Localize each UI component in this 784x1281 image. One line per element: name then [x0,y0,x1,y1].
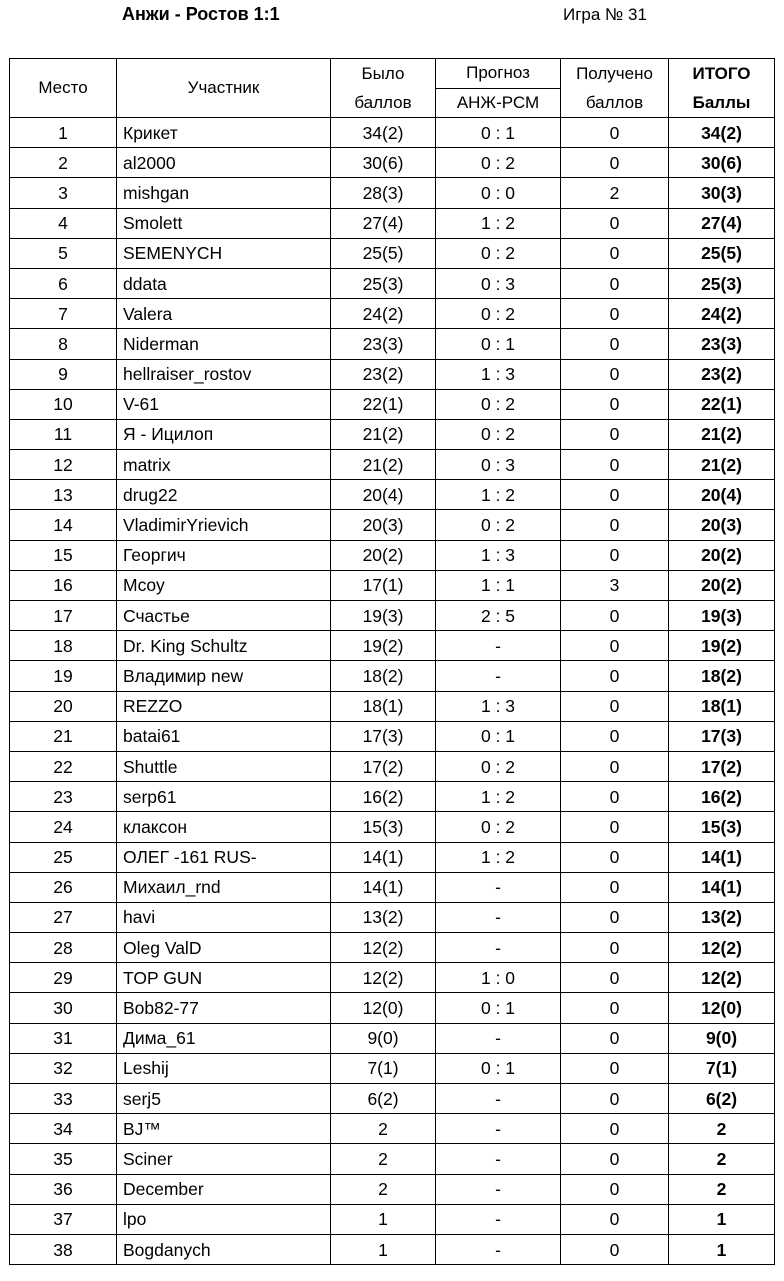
got-points-cell: 0 [561,631,669,661]
place-cell: 27 [10,902,117,932]
table-row [10,1204,775,1234]
total-points-cell: 6(2) [669,1084,775,1114]
participant-cell: drug22 [117,480,331,510]
was-points-cell: 34(2) [331,118,436,148]
forecast-cell: 0 : 1 [436,118,561,148]
place-cell: 14 [10,510,117,540]
place-cell: 12 [10,450,117,480]
place-cell: 2 [10,148,117,178]
participant-cell: TOP GUN [117,963,331,993]
participant-cell: SEMENYCH [117,238,331,268]
total-points-cell: 16(2) [669,782,775,812]
table-row [10,178,775,208]
forecast-cell: 0 : 3 [436,450,561,480]
header-total: ИТОГО [669,59,775,89]
table-row [10,570,775,600]
forecast-cell: 2 : 5 [436,601,561,631]
got-points-cell: 0 [561,661,669,691]
participant-cell: Михаил_rnd [117,872,331,902]
was-points-cell: 20(2) [331,540,436,570]
table-row [10,661,775,691]
total-points-cell: 20(4) [669,480,775,510]
was-points-cell: 22(1) [331,389,436,419]
table-row [10,842,775,872]
was-points-cell: 13(2) [331,902,436,932]
was-points-cell: 19(3) [331,601,436,631]
total-points-cell: 25(3) [669,268,775,298]
place-cell: 18 [10,631,117,661]
place-cell: 36 [10,1174,117,1204]
forecast-cell: 0 : 3 [436,268,561,298]
place-cell: 6 [10,268,117,298]
place-cell: 16 [10,570,117,600]
was-points-cell: 21(2) [331,419,436,449]
total-points-cell: 20(3) [669,510,775,540]
was-points-cell: 2 [331,1144,436,1174]
total-points-cell: 18(1) [669,691,775,721]
was-points-cell: 18(2) [331,661,436,691]
table-row [10,510,775,540]
forecast-cell: 0 : 2 [436,812,561,842]
table-row [10,812,775,842]
total-points-cell: 14(1) [669,872,775,902]
participant-cell: Oleg ValD [117,933,331,963]
was-points-cell: 24(2) [331,299,436,329]
table-row [10,721,775,751]
table-row [10,238,775,268]
place-cell: 26 [10,872,117,902]
total-points-cell: 30(6) [669,148,775,178]
header-got: Получено [561,59,669,89]
forecast-cell: 1 : 2 [436,842,561,872]
participant-cell: havi [117,902,331,932]
was-points-cell: 21(2) [331,450,436,480]
table-row [10,480,775,510]
got-points-cell: 0 [561,1204,669,1234]
total-points-cell: 20(2) [669,570,775,600]
total-points-cell: 19(3) [669,601,775,631]
forecast-cell: - [436,661,561,691]
total-points-cell: 18(2) [669,661,775,691]
table-header [10,59,775,118]
forecast-cell: 1 : 2 [436,208,561,238]
total-points-cell: 23(2) [669,359,775,389]
got-points-cell: 0 [561,450,669,480]
forecast-cell: 0 : 2 [436,751,561,781]
participant-cell: ОЛЕГ -161 RUS- [117,842,331,872]
got-points-cell: 0 [561,751,669,781]
standings-table [9,58,775,1265]
forecast-cell: - [436,1084,561,1114]
table-row [10,389,775,419]
place-cell: 29 [10,963,117,993]
total-points-cell: 13(2) [669,902,775,932]
forecast-cell: 0 : 1 [436,329,561,359]
header-got-sub: баллов [561,88,669,118]
game-number: Игра № 31 [563,5,647,24]
participant-cell: al2000 [117,148,331,178]
got-points-cell: 0 [561,993,669,1023]
place-cell: 1 [10,118,117,148]
place-cell: 17 [10,601,117,631]
got-points-cell: 0 [561,208,669,238]
table-row [10,450,775,480]
place-cell: 23 [10,782,117,812]
was-points-cell: 19(2) [331,631,436,661]
table-row [10,902,775,932]
participant-cell: Shuttle [117,751,331,781]
table-row [10,329,775,359]
table-row [10,751,775,781]
forecast-cell: - [436,1023,561,1053]
header-place: Место [10,59,117,118]
total-points-cell: 2 [669,1114,775,1144]
got-points-cell: 0 [561,872,669,902]
total-points-cell: 12(2) [669,933,775,963]
table-row [10,1144,775,1174]
participant-cell: Smolett [117,208,331,238]
forecast-cell: 0 : 2 [436,389,561,419]
was-points-cell: 18(1) [331,691,436,721]
place-cell: 31 [10,1023,117,1053]
was-points-cell: 20(4) [331,480,436,510]
table-row [10,1234,775,1264]
total-points-cell: 7(1) [669,1053,775,1083]
place-cell: 8 [10,329,117,359]
total-points-cell: 12(0) [669,993,775,1023]
table-row [10,419,775,449]
place-cell: 5 [10,238,117,268]
table-row [10,631,775,661]
got-points-cell: 0 [561,419,669,449]
place-cell: 24 [10,812,117,842]
got-points-cell: 0 [561,148,669,178]
participant-cell: ddata [117,268,331,298]
got-points-cell: 0 [561,782,669,812]
place-cell: 9 [10,359,117,389]
participant-cell: Дима_61 [117,1023,331,1053]
forecast-cell: 0 : 2 [436,419,561,449]
place-cell: 13 [10,480,117,510]
forecast-cell: - [436,1144,561,1174]
participant-cell: Valera [117,299,331,329]
got-points-cell: 2 [561,178,669,208]
table-row [10,1023,775,1053]
total-points-cell: 12(2) [669,963,775,993]
place-cell: 7 [10,299,117,329]
table-row [10,933,775,963]
was-points-cell: 9(0) [331,1023,436,1053]
was-points-cell: 12(2) [331,963,436,993]
participant-cell: REZZO [117,691,331,721]
was-points-cell: 17(3) [331,721,436,751]
table-row [10,118,775,148]
place-cell: 25 [10,842,117,872]
was-points-cell: 7(1) [331,1053,436,1083]
total-points-cell: 20(2) [669,540,775,570]
forecast-cell: - [436,1114,561,1144]
total-points-cell: 19(2) [669,631,775,661]
got-points-cell: 0 [561,1144,669,1174]
forecast-cell: 1 : 3 [436,540,561,570]
place-cell: 33 [10,1084,117,1114]
forecast-cell: - [436,872,561,902]
place-cell: 21 [10,721,117,751]
participant-cell: December [117,1174,331,1204]
participant-cell: VladimirYrievich [117,510,331,540]
was-points-cell: 14(1) [331,872,436,902]
got-points-cell: 0 [561,329,669,359]
total-points-cell: 1 [669,1204,775,1234]
forecast-cell: - [436,631,561,661]
got-points-cell: 0 [561,1174,669,1204]
table-row [10,993,775,1023]
got-points-cell: 0 [561,389,669,419]
place-cell: 35 [10,1144,117,1174]
forecast-cell: 0 : 2 [436,299,561,329]
total-points-cell: 9(0) [669,1023,775,1053]
total-points-cell: 15(3) [669,812,775,842]
was-points-cell: 14(1) [331,842,436,872]
got-points-cell: 0 [561,601,669,631]
participant-cell: Dr. King Schultz [117,631,331,661]
got-points-cell: 0 [561,963,669,993]
total-points-cell: 25(5) [669,238,775,268]
place-cell: 28 [10,933,117,963]
forecast-cell: 1 : 3 [436,691,561,721]
forecast-cell: 0 : 1 [436,721,561,751]
total-points-cell: 24(2) [669,299,775,329]
total-points-cell: 22(1) [669,389,775,419]
table-row [10,540,775,570]
was-points-cell: 1 [331,1234,436,1264]
table-row [10,299,775,329]
got-points-cell: 0 [561,1023,669,1053]
participant-cell: BJ™ [117,1114,331,1144]
participant-cell: Георгич [117,540,331,570]
total-points-cell: 21(2) [669,450,775,480]
participant-cell: Leshij [117,1053,331,1083]
forecast-cell: - [436,1234,561,1264]
total-points-cell: 17(2) [669,751,775,781]
table-row [10,1053,775,1083]
got-points-cell: 0 [561,1114,669,1144]
got-points-cell: 0 [561,902,669,932]
participant-cell: Sciner [117,1144,331,1174]
table-body [10,118,775,1265]
was-points-cell: 2 [331,1114,436,1144]
forecast-cell: 0 : 2 [436,238,561,268]
got-points-cell: 0 [561,812,669,842]
participant-cell: serj5 [117,1084,331,1114]
total-points-cell: 34(2) [669,118,775,148]
got-points-cell: 0 [561,359,669,389]
total-points-cell: 1 [669,1234,775,1264]
was-points-cell: 12(0) [331,993,436,1023]
got-points-cell: 0 [561,691,669,721]
place-cell: 37 [10,1204,117,1234]
was-points-cell: 1 [331,1204,436,1234]
total-points-cell: 21(2) [669,419,775,449]
total-points-cell: 2 [669,1144,775,1174]
participant-cell: Mcoy [117,570,331,600]
place-cell: 10 [10,389,117,419]
header-was: Было [331,59,436,89]
got-points-cell: 0 [561,299,669,329]
place-cell: 20 [10,691,117,721]
participant-cell: hellraiser_rostov [117,359,331,389]
place-cell: 38 [10,1234,117,1264]
was-points-cell: 17(1) [331,570,436,600]
table-row [10,691,775,721]
participant-cell: клаксон [117,812,331,842]
place-cell: 32 [10,1053,117,1083]
was-points-cell: 20(3) [331,510,436,540]
forecast-cell: 0 : 1 [436,1053,561,1083]
participant-cell: Крикет [117,118,331,148]
forecast-cell: - [436,1204,561,1234]
header-forecast-sub: АНЖ-РСМ [436,88,561,118]
was-points-cell: 17(2) [331,751,436,781]
header-was-sub: баллов [331,88,436,118]
place-cell: 11 [10,419,117,449]
participant-cell: lpo [117,1204,331,1234]
table-row [10,1114,775,1144]
got-points-cell: 3 [561,570,669,600]
participant-cell: Счастье [117,601,331,631]
forecast-cell: 1 : 0 [436,963,561,993]
got-points-cell: 0 [561,238,669,268]
got-points-cell: 0 [561,933,669,963]
table-row [10,268,775,298]
got-points-cell: 0 [561,842,669,872]
total-points-cell: 27(4) [669,208,775,238]
place-cell: 30 [10,993,117,1023]
participant-cell: batai61 [117,721,331,751]
place-cell: 4 [10,208,117,238]
table-row [10,782,775,812]
place-cell: 22 [10,751,117,781]
forecast-cell: 1 : 1 [436,570,561,600]
forecast-cell: 0 : 1 [436,993,561,1023]
match-title: Анжи - Ростов 1:1 [122,4,280,24]
was-points-cell: 23(2) [331,359,436,389]
was-points-cell: 25(5) [331,238,436,268]
was-points-cell: 25(3) [331,268,436,298]
forecast-cell: 1 : 2 [436,480,561,510]
got-points-cell: 0 [561,1084,669,1114]
was-points-cell: 27(4) [331,208,436,238]
table-row [10,601,775,631]
got-points-cell: 0 [561,510,669,540]
forecast-cell: 0 : 0 [436,178,561,208]
table-row [10,359,775,389]
total-points-cell: 17(3) [669,721,775,751]
participant-cell: Bob82-77 [117,993,331,1023]
forecast-cell: 1 : 3 [436,359,561,389]
place-cell: 34 [10,1114,117,1144]
was-points-cell: 12(2) [331,933,436,963]
table-row [10,208,775,238]
was-points-cell: 2 [331,1174,436,1204]
forecast-cell: 0 : 2 [436,148,561,178]
got-points-cell: 0 [561,1234,669,1264]
got-points-cell: 0 [561,268,669,298]
got-points-cell: 0 [561,480,669,510]
participant-cell: Niderman [117,329,331,359]
participant-cell: Владимир new [117,661,331,691]
got-points-cell: 0 [561,118,669,148]
table-row [10,872,775,902]
forecast-cell: - [436,933,561,963]
was-points-cell: 23(3) [331,329,436,359]
was-points-cell: 16(2) [331,782,436,812]
forecast-cell: - [436,902,561,932]
got-points-cell: 0 [561,721,669,751]
got-points-cell: 0 [561,540,669,570]
participant-cell: matrix [117,450,331,480]
participant-cell: serp61 [117,782,331,812]
total-points-cell: 2 [669,1174,775,1204]
participant-cell: Я - Ицилоп [117,419,331,449]
table-row [10,148,775,178]
total-points-cell: 14(1) [669,842,775,872]
table-row [10,1084,775,1114]
participant-cell: V-61 [117,389,331,419]
place-cell: 15 [10,540,117,570]
got-points-cell: 0 [561,1053,669,1083]
place-cell: 19 [10,661,117,691]
header-total-sub: Баллы [669,88,775,118]
participant-cell: Bogdanych [117,1234,331,1264]
was-points-cell: 30(6) [331,148,436,178]
forecast-cell: 1 : 2 [436,782,561,812]
was-points-cell: 28(3) [331,178,436,208]
place-cell: 3 [10,178,117,208]
forecast-cell: - [436,1174,561,1204]
total-points-cell: 23(3) [669,329,775,359]
table-row [10,963,775,993]
header-participant: Участник [117,59,331,118]
participant-cell: mishgan [117,178,331,208]
total-points-cell: 30(3) [669,178,775,208]
was-points-cell: 6(2) [331,1084,436,1114]
forecast-cell: 0 : 2 [436,510,561,540]
header-forecast: Прогноз [436,59,561,89]
table-row [10,1174,775,1204]
was-points-cell: 15(3) [331,812,436,842]
